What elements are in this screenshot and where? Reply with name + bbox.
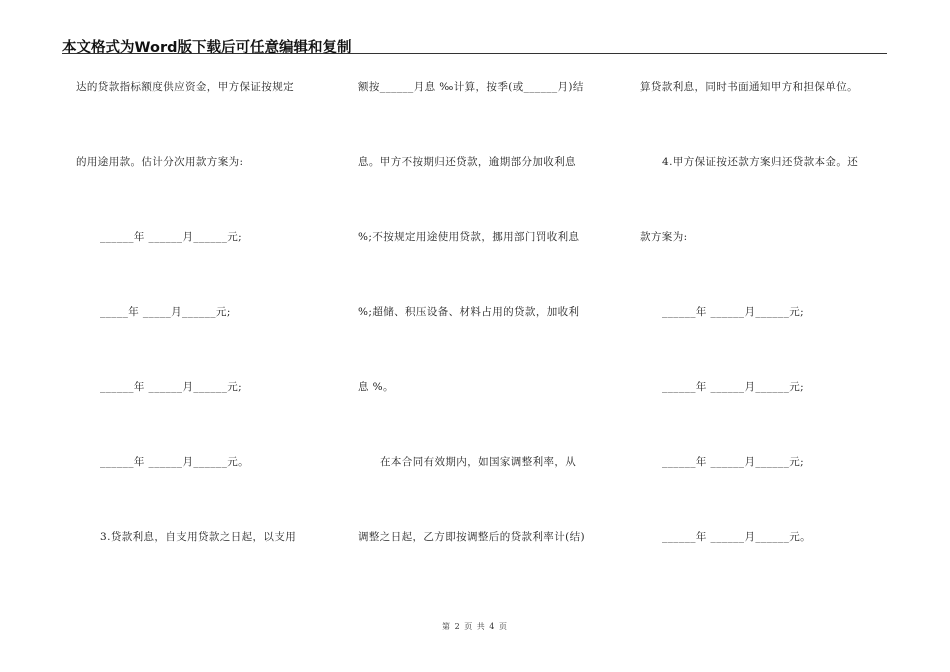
middle-line-7: 调整之日起，乙方即按调整后的贷款利率计(结) [358,531,585,543]
middle-line-3: %;不按规定用途使用贷款，挪用部门罚收利息 [358,231,580,243]
left-line-4: _____年 _____月______元; [100,306,231,318]
left-line-1: 达的贷款指标额度供应资金，甲方保证按规定 [76,81,294,93]
header-rule [62,53,887,54]
page-footer: 第 2 页 共 4 页 [442,622,508,631]
middle-line-4: %;超储、积压设备、材料占用的贷款，加收利 [358,306,580,318]
right-line-6: ______年 ______月______元; [662,456,805,468]
left-line-3: ______年 ______月______元; [100,231,243,243]
right-line-3: 款方案为: [640,231,688,243]
middle-line-6: 在本合同有效期内，如国家调整利率，从 [380,456,577,468]
middle-line-1: 额按______月息 ‰计算，按季(或______月)结 [358,81,584,93]
left-line-7: 3.贷款利息，自支用贷款之日起，以支用 [100,531,297,543]
middle-line-5: 息 %。 [358,381,394,393]
left-line-6: ______年 ______月______元。 [100,456,250,468]
left-line-5: ______年 ______月______元; [100,381,243,393]
right-line-7: ______年 ______月______元。 [662,531,812,543]
right-line-1: 算贷款利息，同时书面通知甲方和担保单位。 [640,81,858,93]
document-header: 本文格式为Word版下载后可任意编辑和复制 [62,40,352,56]
left-line-2: 的用途用款。估计分次用款方案为: [76,156,244,168]
middle-line-2: 息。甲方不按期归还贷款，逾期部分加收利息 [358,156,576,168]
right-line-4: ______年 ______月______元; [662,306,805,318]
right-line-2: 4.甲方保证按还款方案归还贷款本金。还 [662,156,859,168]
right-line-5: ______年 ______月______元; [662,381,805,393]
